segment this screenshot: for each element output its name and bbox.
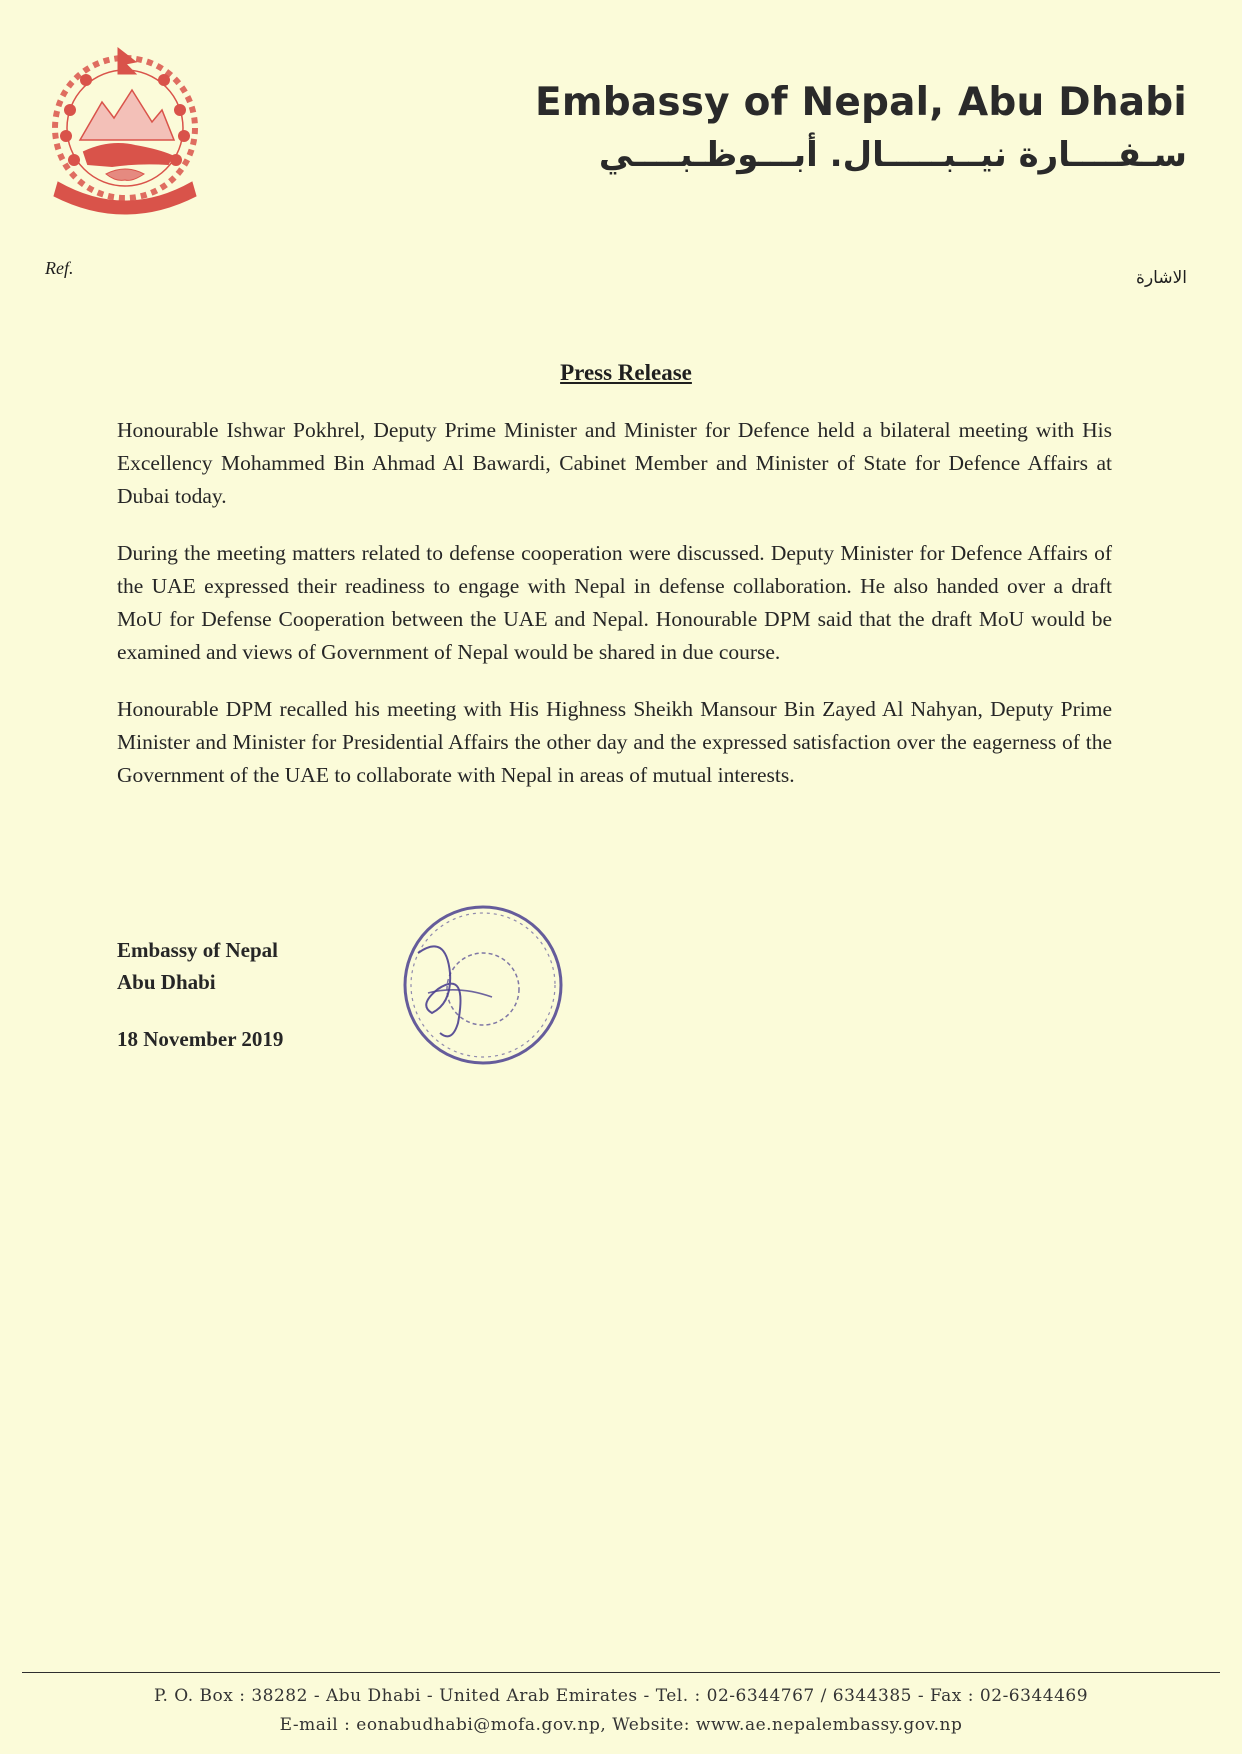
document-body bbox=[117, 414, 1112, 816]
ref-label-arabic: الاشارة bbox=[1136, 268, 1187, 288]
org-name-arabic: سـفــــارة نيــبـــــال. أبـــوظـبــــي bbox=[598, 135, 1187, 175]
body-paragraph-2: During the meeting matters related to defense cooperation were discussed. Deputy Minister for Defence Affairs of the UAE expressed their readiness to engage with Nepal in defense collaboration. He also handed over a draft MoU for Defense Cooperation between the UAE and Nepal. Honourable DPM said that the draft MoU would be examined and views of Government of Nepal would be shared in due course. bbox=[117, 541, 1112, 664]
footer-web-line: E-mail : eonabudhabi@mofa.gov.np, Website: www.ae.nepalembassy.gov.np bbox=[279, 1715, 963, 1735]
signature-date: 18 November 2019 bbox=[117, 1027, 284, 1051]
signature-org-name: Embassy of Nepal bbox=[117, 938, 279, 962]
signature-city: Abu Dhabi bbox=[117, 970, 216, 994]
org-name-english: Embassy of Nepal, Abu Dhabi bbox=[535, 80, 1187, 125]
ref-label-english: Ref. bbox=[45, 258, 74, 278]
body-paragraph-1: Honourable Ishwar Pokhrel, Deputy Prime Minister and Minister for Defence held a bilateral meeting with His Excellency Mohammed Bin Ahmad Al Bawardi, Cabinet Member and Minister of State for Defence Affairs at Dubai today. bbox=[117, 418, 1112, 508]
nepal-national-emblem-icon bbox=[40, 40, 210, 215]
footer-divider bbox=[22, 1672, 1220, 1673]
embassy-seal-icon bbox=[388, 893, 568, 1073]
footer-contact-line: P. O. Box : 38282 - Abu Dhabi - United Arab Emirates - Tel. : 02-6344767 / 6344385 - Fax : 02-6344469 bbox=[153, 1686, 1089, 1706]
document-title: Press Release bbox=[560, 360, 692, 385]
body-paragraph-3: Honourable DPM recalled his meeting with His Highness Sheikh Mansour Bin Zayed Al Nahyan, Deputy Prime Minister and Minister for Presidential Affairs the other day and the expressed satisfaction over the eagerness of the Government of the UAE to collaborate with Nepal in areas of mutual interests. bbox=[117, 697, 1112, 787]
